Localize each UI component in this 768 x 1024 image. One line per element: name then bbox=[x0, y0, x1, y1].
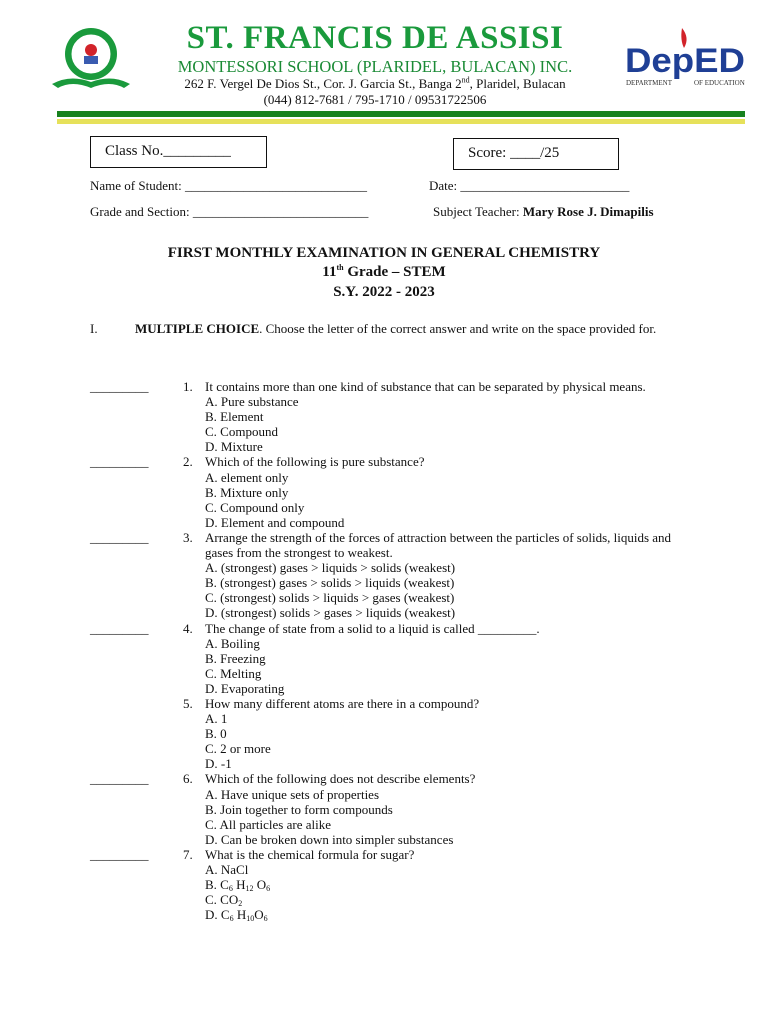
exam-title: FIRST MONTHLY EXAMINATION IN GENERAL CHEMISTRY bbox=[167, 245, 601, 261]
answer-option: A. Have unique sets of properties bbox=[205, 786, 380, 802]
answer-blank[interactable]: _________ bbox=[90, 379, 149, 394]
answer-option: A. element only bbox=[205, 469, 289, 485]
answer-option: A. Boiling bbox=[205, 635, 260, 651]
subscript: 6 bbox=[263, 914, 268, 924]
question-item bbox=[90, 379, 690, 454]
question-text: The change of state from a solid to a liquid is called _________. bbox=[205, 620, 540, 636]
answer-option: C. (strongest) solids > liquids > gases (weakest) bbox=[205, 590, 455, 606]
question-text: Which of the following does not describe elements? bbox=[205, 771, 476, 787]
question-number: 6. bbox=[183, 771, 193, 787]
answer-option: C. 2 or more bbox=[205, 741, 271, 757]
question-item bbox=[90, 621, 690, 696]
formula-text: O bbox=[254, 907, 264, 923]
answer-option bbox=[205, 907, 690, 922]
question-number: 4. bbox=[183, 620, 193, 636]
subject-teacher: Subject Teacher: Mary Rose J. Dimapilis bbox=[433, 204, 654, 219]
question-text: Arrange the strength of the forces of attraction between the particles of solids, liquids and gases from the strongest to weakest. bbox=[205, 529, 672, 561]
deped-logo-text: DepED bbox=[625, 42, 745, 80]
answer-option: B. 0 bbox=[205, 726, 227, 742]
question-number: 5. bbox=[183, 695, 193, 711]
deped-subtext-right: OF EDUCATION bbox=[694, 79, 745, 87]
answer-option: B. Element bbox=[205, 409, 264, 425]
answer-option: D. Evaporating bbox=[205, 680, 285, 696]
answer-option bbox=[205, 892, 690, 907]
question-number: 7. bbox=[183, 846, 193, 862]
answer-blank[interactable]: _________ bbox=[90, 846, 149, 862]
header-divider-green bbox=[57, 111, 745, 117]
answer-blank[interactable]: _________ bbox=[90, 771, 149, 787]
class-number-box[interactable]: Class No._________ bbox=[90, 136, 267, 168]
school-seal-logo bbox=[50, 26, 132, 92]
question-number: 1. bbox=[183, 379, 193, 394]
answer-option: B. Join together to form compounds bbox=[205, 801, 393, 817]
formula-text: A. NaCl bbox=[205, 862, 249, 877]
subscript: 10 bbox=[246, 914, 255, 924]
grade-section-field[interactable]: Grade and Section: ___________________________ bbox=[90, 204, 369, 219]
header-divider-yellow bbox=[57, 119, 745, 124]
question-item bbox=[90, 771, 690, 846]
date-field[interactable]: Date: __________________________ bbox=[429, 178, 630, 193]
question-number: 3. bbox=[183, 529, 193, 545]
answer-option: D. Element and compound bbox=[205, 514, 345, 530]
question-item bbox=[90, 530, 690, 621]
answer-blank[interactable]: _________ bbox=[90, 454, 149, 470]
formula-text: H bbox=[232, 877, 246, 893]
school-address: 262 F. Vergel De Dios St., Cor. J. Garcia St., Banga 2nd, Plaridel, Bulacan bbox=[184, 75, 566, 91]
exam-grade: 11th Grade – STEM bbox=[322, 263, 446, 280]
answer-option: D. Can be broken down into simpler substances bbox=[205, 831, 454, 847]
formula-text: B. C bbox=[205, 877, 229, 893]
answer-blank[interactable]: _________ bbox=[90, 620, 149, 636]
answer-option: C. Compound bbox=[205, 424, 278, 440]
answer-option: A. 1 bbox=[205, 711, 228, 727]
question-list bbox=[90, 379, 690, 922]
answer-option: C. Compound only bbox=[205, 499, 305, 515]
formula-text: C. CO bbox=[205, 892, 239, 908]
question-item bbox=[90, 454, 690, 529]
question-text: How many different atoms are there in a compound? bbox=[205, 695, 480, 711]
deped-logo bbox=[622, 26, 748, 90]
school-subtitle: MONTESSORI SCHOOL (PLARIDEL, BULACAN) INC. bbox=[177, 57, 573, 76]
answer-option: D. (strongest) solids > gases > liquids (weakest) bbox=[205, 605, 456, 621]
answer-option: C. All particles are alike bbox=[205, 816, 331, 832]
question-text: It contains more than one kind of substance that can be separated by physical means. bbox=[205, 379, 646, 394]
section-numeral: I. bbox=[90, 321, 98, 336]
subscript: 6 bbox=[228, 884, 233, 894]
question-text: Which of the following is pure substance? bbox=[205, 454, 425, 470]
formula-text: D. C bbox=[205, 907, 230, 923]
subscript: 12 bbox=[245, 884, 254, 894]
answer-option: C. Melting bbox=[205, 665, 262, 681]
answer-blank[interactable]: _________ bbox=[90, 529, 149, 545]
answer-option: B. Mixture only bbox=[205, 484, 289, 500]
deped-subtext-left: DEPARTMENT bbox=[626, 79, 672, 87]
answer-option bbox=[205, 862, 690, 877]
school-phone: (044) 812-7681 / 795-1710 / 09531722506 bbox=[263, 92, 487, 107]
answer-option: D. Mixture bbox=[205, 439, 263, 455]
school-year: S.Y. 2022 - 2023 bbox=[333, 284, 435, 300]
subscript: 2 bbox=[238, 899, 243, 909]
formula-text: H bbox=[233, 907, 247, 923]
answer-option: D. -1 bbox=[205, 756, 232, 772]
score-box[interactable]: Score: ____/25 bbox=[453, 138, 619, 170]
answer-option bbox=[205, 877, 690, 892]
question-item bbox=[90, 847, 690, 922]
answer-option: B. (strongest) gases > solids > liquids (weakest) bbox=[205, 575, 455, 591]
section-instructions: MULTIPLE CHOICE. Choose the letter of the correct answer and write on the space provided for. bbox=[135, 321, 657, 336]
subscript: 6 bbox=[229, 914, 234, 924]
answer-option: B. Freezing bbox=[205, 650, 266, 666]
answer-option: A. Pure substance bbox=[205, 394, 299, 410]
subscript: 6 bbox=[266, 884, 271, 894]
formula-text: O bbox=[253, 877, 267, 893]
answer-option: A. (strongest) gases > liquids > solids (weakest) bbox=[205, 560, 456, 576]
student-name-field[interactable]: Name of Student: ____________________________ bbox=[90, 178, 367, 193]
question-number: 2. bbox=[183, 454, 193, 470]
school-name: ST. FRANCIS DE ASSISI bbox=[186, 20, 564, 56]
question-text: What is the chemical formula for sugar? bbox=[205, 846, 415, 862]
question-item bbox=[90, 696, 690, 771]
